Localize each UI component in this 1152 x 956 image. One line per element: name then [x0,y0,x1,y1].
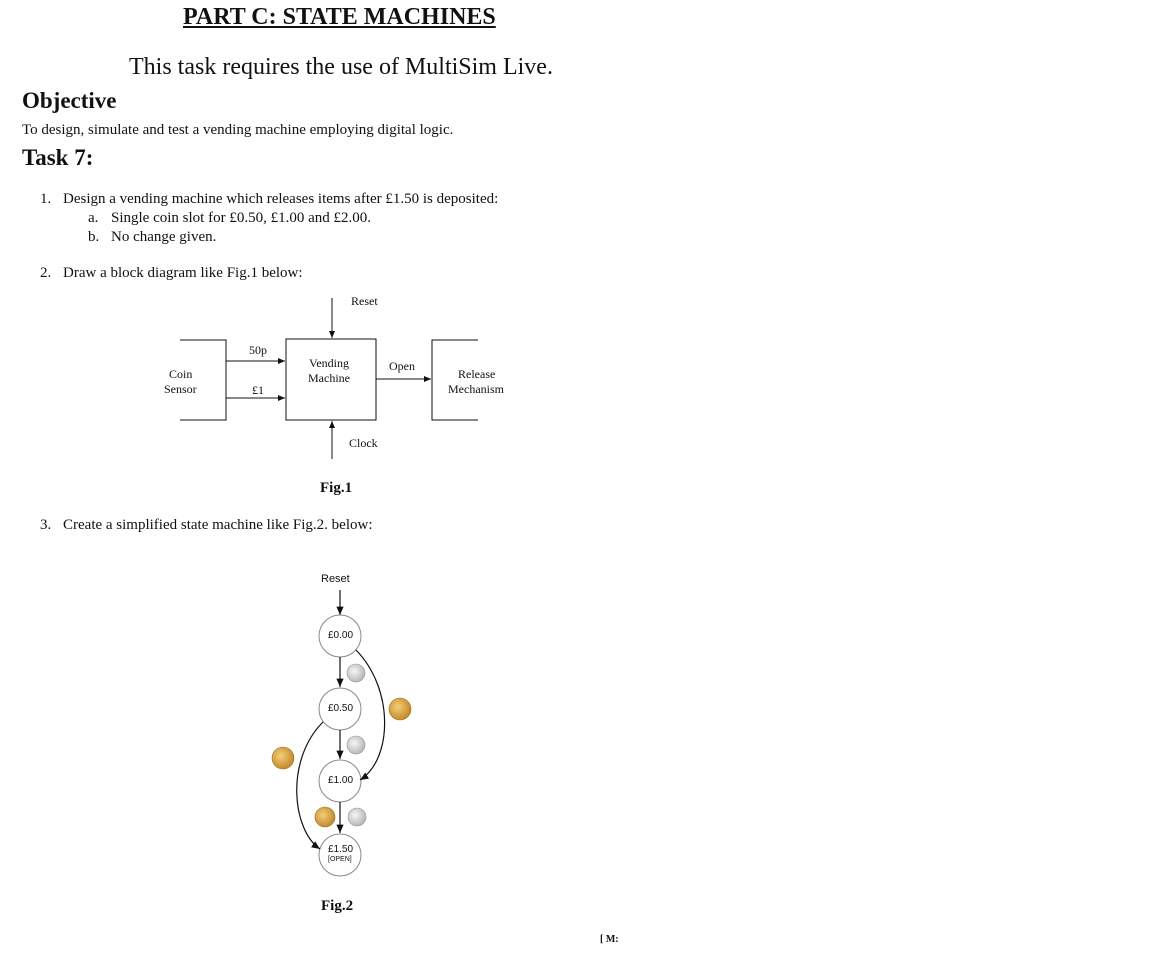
gold-coin-icon [272,747,294,769]
state-label-0: £0.00 [328,630,354,641]
step1a-text: Single coin slot for £0.50, £1.00 and £2.00. [111,210,371,226]
step3-number: 3. [40,517,52,533]
coin-sensor-line1: Coin [169,367,193,381]
vending-machine-line1: Vending [309,356,349,370]
objective-heading: Objective [22,88,117,113]
vending-machine-line2: Machine [308,371,350,385]
gold-coin-icon [389,698,411,720]
step1b-number: b. [88,229,100,245]
step1b-text: No change given. [111,229,217,245]
task-heading: Task 7: [22,145,94,170]
fig1-50p-label: 50p [249,343,267,357]
objective-text: To design, simulate and test a vending machine employing digital logic. [22,122,454,138]
state-label-3: £1.50 [328,844,354,855]
fig1-caption: Fig.1 [320,480,353,496]
page-title: PART C: STATE MACHINES [183,4,496,30]
release-mechanism-line2: Mechanism [448,382,504,396]
silver-coin-icon [347,664,365,682]
step1a-number: a. [88,210,99,226]
state-open-label: [OPEN] [328,856,352,863]
fig1-1pound-label: £1 [252,383,264,397]
step3-text: Create a simplified state machine like Fig.2. below: [63,517,373,533]
release-mechanism-line1: Release [458,367,496,381]
footer-fragment: [ M: [600,934,619,945]
fig1-clock-label: Clock [349,436,378,450]
state-label-2: £1.00 [328,775,354,786]
gold-coin-icon [315,807,335,827]
step2-number: 2. [40,265,52,281]
step2-text: Draw a block diagram like Fig.1 below: [63,265,303,281]
coin-sensor-line2: Sensor [164,382,197,396]
fig1-reset-label: Reset [351,294,378,308]
fig2-caption: Fig.2 [321,898,354,914]
silver-coin-icon [348,808,366,826]
step1-number: 1. [40,191,52,207]
state-label-1: £0.50 [328,703,354,714]
silver-coin-icon [347,736,365,754]
fig2-reset-label: Reset [321,573,350,585]
fig1-open-label: Open [389,359,415,373]
step1-text: Design a vending machine which releases items after £1.50 is deposited: [63,191,499,207]
state-1-50 [319,834,361,876]
page-subtitle: This task requires the use of MultiSim Live. [129,54,553,80]
